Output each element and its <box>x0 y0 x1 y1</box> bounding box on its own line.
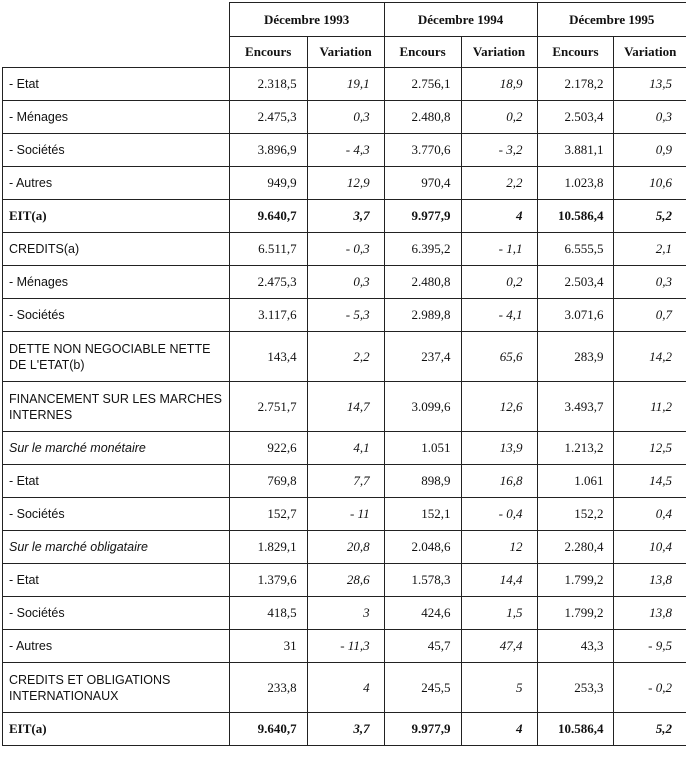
row-label: Sur le marché obligataire <box>3 531 230 564</box>
encours-cell: 2.178,2 <box>537 68 614 101</box>
variation-cell: 14,4 <box>461 564 537 597</box>
variation-cell: 3,7 <box>307 713 384 746</box>
encours-cell: 152,2 <box>537 498 614 531</box>
empty-corner <box>3 3 230 37</box>
encours-cell: 233,8 <box>229 663 307 713</box>
encours-cell: 143,4 <box>229 332 307 382</box>
variation-cell: 20,8 <box>307 531 384 564</box>
variation-cell: 14,2 <box>614 332 686 382</box>
encours-cell: 1.061 <box>537 465 614 498</box>
subheader-row <box>3 37 686 68</box>
variation-cell: 18,9 <box>461 68 537 101</box>
row-label: - Sociétés <box>3 597 230 630</box>
variation-cell: - 4,1 <box>461 299 537 332</box>
variation-cell: 4 <box>461 713 537 746</box>
encours-cell: 2.280,4 <box>537 531 614 564</box>
variation-cell: 10,6 <box>614 167 686 200</box>
encours-cell: 152,7 <box>229 498 307 531</box>
variation-cell: 4 <box>307 663 384 713</box>
row-label: EIT(a) <box>3 713 230 746</box>
table-row <box>3 498 686 531</box>
encours-cell: 6.555,5 <box>537 233 614 266</box>
variation-cell: 13,8 <box>614 597 686 630</box>
encours-cell: 2.756,1 <box>384 68 461 101</box>
encours-cell: 283,9 <box>537 332 614 382</box>
row-label: CREDITS ET OBLIGATIONS INTERNATIONAUX <box>3 663 230 713</box>
variation-cell: 65,6 <box>461 332 537 382</box>
variation-cell: 4,1 <box>307 432 384 465</box>
encours-cell: 424,6 <box>384 597 461 630</box>
variation-cell: 5 <box>461 663 537 713</box>
row-label: EIT(a) <box>3 200 230 233</box>
variation-cell: 14,5 <box>614 465 686 498</box>
encours-cell: 970,4 <box>384 167 461 200</box>
variation-cell: 16,8 <box>461 465 537 498</box>
row-label: - Ménages <box>3 101 230 134</box>
table-row <box>3 713 686 746</box>
variation-cell: 2,2 <box>461 167 537 200</box>
variation-cell: 12 <box>461 531 537 564</box>
variation-cell: 0,4 <box>614 498 686 531</box>
encours-cell: 2.475,3 <box>229 101 307 134</box>
encours-cell: 3.896,9 <box>229 134 307 167</box>
variation-cell: - 0,2 <box>614 663 686 713</box>
table-row <box>3 531 686 564</box>
encours-cell: 9.640,7 <box>229 713 307 746</box>
encours-cell: 2.503,4 <box>537 101 614 134</box>
encours-cell: 418,5 <box>229 597 307 630</box>
variation-header: Variation <box>461 37 537 68</box>
variation-cell: - 4,3 <box>307 134 384 167</box>
encours-header: Encours <box>384 37 461 68</box>
variation-cell: - 11,3 <box>307 630 384 663</box>
table-row <box>3 200 686 233</box>
encours-cell: 6.511,7 <box>229 233 307 266</box>
table-row <box>3 167 686 200</box>
variation-cell: 14,7 <box>307 382 384 432</box>
variation-cell: 10,4 <box>614 531 686 564</box>
encours-cell: 3.117,6 <box>229 299 307 332</box>
encours-cell: 3.770,6 <box>384 134 461 167</box>
encours-cell: 1.829,1 <box>229 531 307 564</box>
variation-cell: 7,7 <box>307 465 384 498</box>
variation-cell: 0,3 <box>614 266 686 299</box>
table-row <box>3 663 686 713</box>
period-header-1994: Décembre 1994 <box>384 3 537 37</box>
table-row <box>3 68 686 101</box>
encours-cell: 152,1 <box>384 498 461 531</box>
variation-cell: - 0,3 <box>307 233 384 266</box>
encours-cell: 31 <box>229 630 307 663</box>
table-row <box>3 382 686 432</box>
encours-header: Encours <box>537 37 614 68</box>
row-label: - Etat <box>3 564 230 597</box>
variation-cell: 0,2 <box>461 101 537 134</box>
encours-header: Encours <box>229 37 307 68</box>
row-label: - Ménages <box>3 266 230 299</box>
encours-cell: 253,3 <box>537 663 614 713</box>
encours-cell: 10.586,4 <box>537 713 614 746</box>
variation-cell: - 9,5 <box>614 630 686 663</box>
row-label: - Autres <box>3 167 230 200</box>
row-label: DETTE NON NEGOCIABLE NETTE DE L'ETAT(b) <box>3 332 230 382</box>
table-row <box>3 332 686 382</box>
empty-corner <box>3 37 230 68</box>
encours-cell: 922,6 <box>229 432 307 465</box>
encours-cell: 3.881,1 <box>537 134 614 167</box>
encours-cell: 2.048,6 <box>384 531 461 564</box>
row-label: FINANCEMENT SUR LES MARCHES INTERNES <box>3 382 230 432</box>
encours-cell: 1.578,3 <box>384 564 461 597</box>
encours-cell: 769,8 <box>229 465 307 498</box>
variation-cell: 0,2 <box>461 266 537 299</box>
variation-cell: 12,5 <box>614 432 686 465</box>
table-row <box>3 101 686 134</box>
variation-cell: 28,6 <box>307 564 384 597</box>
row-label: - Sociétés <box>3 299 230 332</box>
table-row <box>3 134 686 167</box>
variation-cell: 12,9 <box>307 167 384 200</box>
row-label: - Etat <box>3 68 230 101</box>
encours-cell: 1.023,8 <box>537 167 614 200</box>
variation-cell: 0,7 <box>614 299 686 332</box>
variation-cell: 13,8 <box>614 564 686 597</box>
table-row <box>3 564 686 597</box>
encours-cell: 1.799,2 <box>537 597 614 630</box>
variation-cell: 13,9 <box>461 432 537 465</box>
row-label: - Autres <box>3 630 230 663</box>
encours-cell: 9.977,9 <box>384 713 461 746</box>
variation-cell: 1,5 <box>461 597 537 630</box>
encours-cell: 1.379,6 <box>229 564 307 597</box>
encours-cell: 2.989,8 <box>384 299 461 332</box>
variation-cell: 0,3 <box>307 266 384 299</box>
encours-cell: 2.318,5 <box>229 68 307 101</box>
encours-cell: 9.977,9 <box>384 200 461 233</box>
variation-cell: 5,2 <box>614 200 686 233</box>
variation-cell: 2,1 <box>614 233 686 266</box>
table-row <box>3 233 686 266</box>
variation-cell: 0,3 <box>614 101 686 134</box>
encours-cell: 3.071,6 <box>537 299 614 332</box>
encours-cell: 3.493,7 <box>537 382 614 432</box>
encours-cell: 3.099,6 <box>384 382 461 432</box>
financing-table <box>2 2 686 746</box>
variation-cell: - 11 <box>307 498 384 531</box>
table-row <box>3 465 686 498</box>
table-row <box>3 432 686 465</box>
row-label: - Sociétés <box>3 134 230 167</box>
row-label: - Sociétés <box>3 498 230 531</box>
encours-cell: 6.395,2 <box>384 233 461 266</box>
encours-cell: 43,3 <box>537 630 614 663</box>
row-label: CREDITS(a) <box>3 233 230 266</box>
variation-cell: 47,4 <box>461 630 537 663</box>
variation-cell: - 5,3 <box>307 299 384 332</box>
variation-cell: 11,2 <box>614 382 686 432</box>
variation-cell: 12,6 <box>461 382 537 432</box>
table-body <box>3 68 686 746</box>
variation-cell: 5,2 <box>614 713 686 746</box>
variation-cell: 3 <box>307 597 384 630</box>
variation-cell: - 3,2 <box>461 134 537 167</box>
encours-cell: 245,5 <box>384 663 461 713</box>
encours-cell: 1.213,2 <box>537 432 614 465</box>
encours-cell: 45,7 <box>384 630 461 663</box>
table-row <box>3 299 686 332</box>
encours-cell: 2.480,8 <box>384 266 461 299</box>
row-label: - Etat <box>3 465 230 498</box>
variation-cell: 3,7 <box>307 200 384 233</box>
variation-cell: 2,2 <box>307 332 384 382</box>
variation-cell: 19,1 <box>307 68 384 101</box>
variation-cell: 4 <box>461 200 537 233</box>
table-row <box>3 266 686 299</box>
period-header-row <box>3 3 686 37</box>
period-header-1993: Décembre 1993 <box>229 3 384 37</box>
encours-cell: 1.799,2 <box>537 564 614 597</box>
encours-cell: 10.586,4 <box>537 200 614 233</box>
table-row <box>3 630 686 663</box>
encours-cell: 2.475,3 <box>229 266 307 299</box>
period-header-1995: Décembre 1995 <box>537 3 686 37</box>
table-row <box>3 597 686 630</box>
encours-cell: 1.051 <box>384 432 461 465</box>
variation-header: Variation <box>307 37 384 68</box>
encours-cell: 9.640,7 <box>229 200 307 233</box>
encours-cell: 898,9 <box>384 465 461 498</box>
encours-cell: 2.751,7 <box>229 382 307 432</box>
encours-cell: 2.503,4 <box>537 266 614 299</box>
variation-cell: - 0,4 <box>461 498 537 531</box>
encours-cell: 2.480,8 <box>384 101 461 134</box>
encours-cell: 949,9 <box>229 167 307 200</box>
variation-cell: 0,3 <box>307 101 384 134</box>
variation-cell: 0,9 <box>614 134 686 167</box>
variation-cell: 13,5 <box>614 68 686 101</box>
encours-cell: 237,4 <box>384 332 461 382</box>
row-label: Sur le marché monétaire <box>3 432 230 465</box>
variation-header: Variation <box>614 37 686 68</box>
variation-cell: - 1,1 <box>461 233 537 266</box>
